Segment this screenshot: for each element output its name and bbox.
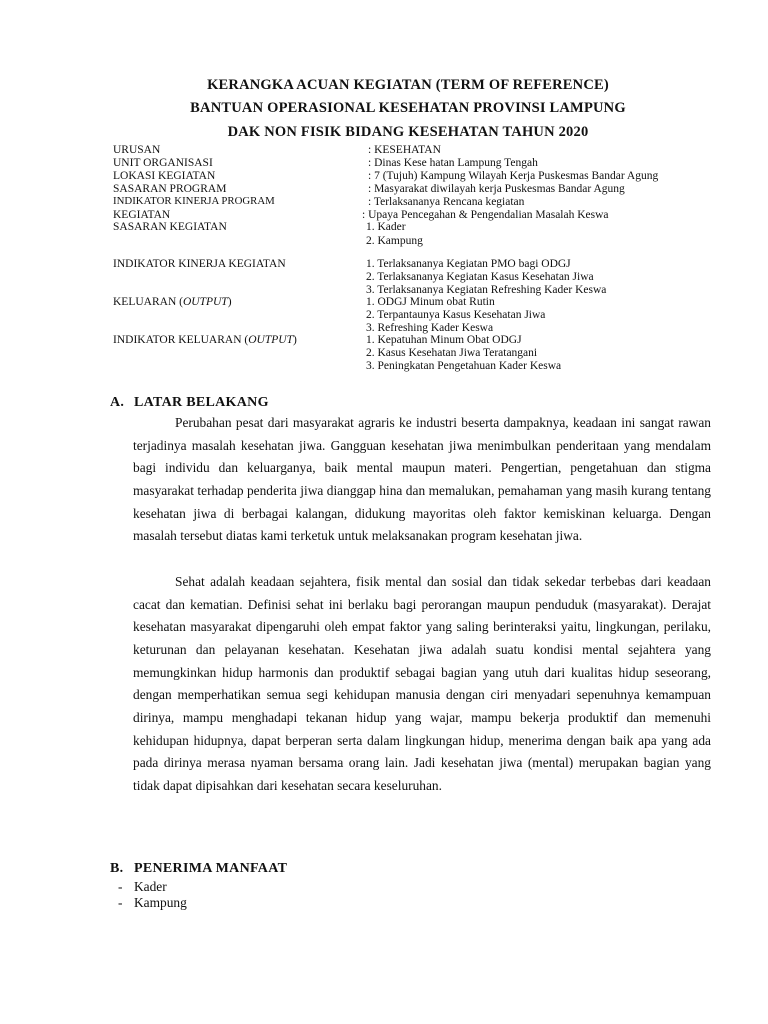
section-a-letter: A.	[110, 395, 125, 410]
document-title-1: KERANGKA ACUAN KEGIATAN (TERM OF REFERENCE)	[207, 77, 609, 93]
list-item	[118, 895, 187, 911]
label-unit-organisasi: UNIT ORGANISASI	[113, 157, 213, 169]
indikator-keluaran-item-1: 1. Kepatuhan Minum Obat ODGJ	[366, 334, 522, 346]
label-kegiatan: KEGIATAN	[113, 209, 171, 221]
label-indikator-kinerja-program: INDIKATOR KINERJA PROGRAM	[113, 195, 275, 207]
sasaran-kegiatan-item-1: 1. Kader	[366, 221, 406, 233]
beneficiary-kader: Kader	[134, 879, 167, 894]
section-b-title: PENERIMA MANFAAT	[134, 861, 288, 876]
label-sasaran-kegiatan: SASARAN KEGIATAN	[113, 221, 227, 233]
section-a-paragraph-2: Sehat adalah keadaan sejahtera, fisik mental dan sosial dan tidak sekedar terbebas dari keadaan cacat dan kematian. Definisi sehat ini berlaku bagi perorangan maupun penduduk (masyarakat). Derajat kesehatan masyarakat dipengaruhi oleh empat faktor yang saling berinteraksi yaitu, lingkungan, perilaku, keturunan dan pelayanan kesehatan. Kesehatan jiwa adalah suatu kondisi mental sejahtera yang memungkinkan hidup harmonis dan produktif sebagai bagian yang utuh dari kualitas hidup seseorang, dengan memperhatikan semua segi kehidupan manusia dengan ciri menyadari sepenuhnya kemampuan dirinya, mampu menghadapi tekanan hidup yang wajar, mampu bekerja produktif dan memenuhi kehidupan hidupnya, dapat berperan serta dalam lingkungan hidup, menerima dengan baik apa yang ada pada dirinya merasa nyaman bersama orang lain. Jadi kesehatan jiwa (mental) merupakan bagian yang tidak dapat dipisahkan dari kesehatan secara keseluruhan.	[133, 574, 711, 793]
label-indikator-keluaran: INDIKATOR KELUARAN (OUTPUT)	[113, 334, 297, 346]
section-a-paragraph-1: Perubahan pesat dari masyarakat agraris ke industri beserta dampaknya, keadaan ini sangat rawan terjadinya masalah kesehatan jiwa. Gangguan kesehatan jiwa menimbulkan penderitaan yang mendalam bagi individu dan keluarganya, baik mental maupun materi. Pengertian, pengetahuan dan stigma masyarakat terhadap penderita jiwa dianggap hina dan memalukan, pemahaman yang masih kurang tentang kesehatan jiwa di berbagai kalangan, didukung mayoritas oleh faktor kemiskinan keluarga. Dengan masalah tersebut diatas kami terketuk untuk melaksanakan program kesehatan jiwa.	[133, 415, 711, 544]
keluaran-item-3: 3. Refreshing Kader Keswa	[366, 322, 494, 334]
value-unit-organisasi: : Dinas Kese hatan Lampung Tengah	[368, 157, 538, 169]
value-lokasi-kegiatan: : 7 (Tujuh) Kampung Wilayah Kerja Puskesmas Bandar Agung	[368, 170, 659, 182]
bullet-dash: -	[118, 879, 123, 894]
indikator-kegiatan-item-1: 1. Terlaksananya Kegiatan PMO bagi ODGJ	[366, 258, 571, 270]
section-b-letter: B.	[110, 861, 124, 876]
list-item	[118, 879, 187, 895]
beneficiary-list	[118, 879, 187, 910]
value-indikator-kinerja-program: : Terlaksananya Rencana kegiatan	[368, 196, 525, 208]
keluaran-item-2: 2. Terpantaunya Kasus Kesehatan Jiwa	[366, 309, 546, 321]
indikator-keluaran-item-2: 2. Kasus Kesehatan Jiwa Teratangani	[366, 347, 538, 359]
label-indikator-kinerja-kegiatan: INDIKATOR KINERJA KEGIATAN	[113, 258, 286, 270]
section-a-heading	[110, 395, 269, 411]
keluaran-item-1: 1. ODGJ Minum obat Rutin	[366, 296, 495, 308]
indikator-kegiatan-item-3: 3. Terlaksananya Kegiatan Refreshing Kader Keswa	[366, 284, 607, 296]
document-title-2: BANTUAN OPERASIONAL KESEHATAN PROVINSI LAMPUNG	[190, 100, 626, 116]
sasaran-kegiatan-item-2: 2. Kampung	[366, 235, 423, 247]
section-a-title: LATAR BELAKANG	[134, 395, 269, 410]
section-b-heading	[110, 861, 287, 877]
value-urusan: : KESEHATAN	[368, 144, 441, 156]
indikator-kegiatan-item-2: 2. Terlaksananya Kegiatan Kasus Kesehatan Jiwa	[366, 271, 594, 283]
label-urusan: URUSAN	[113, 144, 161, 156]
label-keluaran: KELUARAN (OUTPUT)	[113, 296, 232, 308]
value-sasaran-program: : Masyarakat diwilayah kerja Puskesmas Bandar Agung	[368, 183, 625, 195]
label-lokasi-kegiatan: LOKASI KEGIATAN	[113, 170, 216, 182]
document-title-3: DAK NON FISIK BIDANG KESEHATAN TAHUN 2020	[227, 124, 589, 140]
indikator-keluaran-item-3: 3. Peningkatan Pengetahuan Kader Keswa	[366, 360, 562, 372]
label-sasaran-program: SASARAN PROGRAM	[113, 183, 227, 195]
beneficiary-kampung: Kampung	[134, 894, 187, 910]
bullet-dash: -	[118, 894, 123, 910]
value-kegiatan: : Upaya Pencegahan & Pengendalian Masalah Keswa	[362, 209, 609, 221]
